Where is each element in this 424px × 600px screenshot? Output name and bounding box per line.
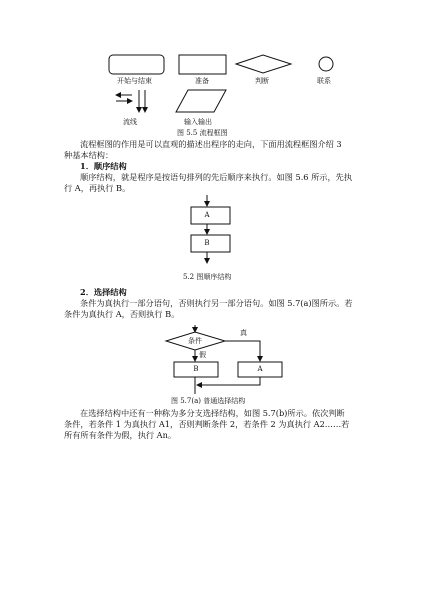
section1-text-line2: 行 A，再执行 B。 <box>64 183 131 193</box>
sequence-caption: 5.2 图顺序结构 <box>183 273 232 281</box>
sequence-box-b <box>191 235 230 252</box>
sequence-box-a <box>191 207 230 224</box>
flowline-label: 流线 <box>123 118 137 126</box>
flowline-symbol <box>116 90 145 112</box>
sequence-box-b-label: B <box>204 239 210 247</box>
para3-text-line3: 所有所有条件为假，执行 An。 <box>64 430 177 440</box>
true-branch-label: 真 <box>240 329 247 337</box>
section2-text-line2: 条件为真执行 A，否则执行 B。 <box>64 309 180 319</box>
selection-box-a-label: A <box>257 365 263 373</box>
condition-label: 条件 <box>188 337 202 345</box>
section2-text-line1: 条件为真执行一部分语句，否则执行另一部分语句。如图 5.7(a)图所示。若 <box>80 298 353 308</box>
connector-symbol <box>319 57 333 71</box>
para3-text-line1: 在选择结构中还有一种称为多分支选择结构，如图 5.7(b)所示。依次判断 <box>80 408 345 418</box>
io-symbol <box>176 90 226 112</box>
fig55-caption: 图 5.5 流程框图 <box>177 129 228 137</box>
decision-label: 判断 <box>255 77 269 85</box>
io-label: 输入输出 <box>184 118 212 126</box>
decision-symbol <box>236 55 291 73</box>
prepare-label: 准备 <box>195 77 209 85</box>
section1-text-line1: 顺序结构，就是程序是按语句排列的先后顺序来执行。如图 5.6 所示，先执 <box>80 172 353 182</box>
section1-heading: 1．顺序结构 <box>80 161 127 171</box>
intro-text-line2: 种基本结构： <box>64 150 114 160</box>
intro-text-line1: 流程框图的作用是可以直观的描述出程序的走向，下面用流程框图介绍 3 <box>80 139 342 149</box>
selection-box-b-label: B <box>193 365 199 373</box>
false-branch-label: 假 <box>199 351 206 359</box>
selection-figure <box>166 325 282 394</box>
start-end-label: 开始与结束 <box>117 77 152 85</box>
sequence-figure <box>191 195 230 263</box>
selection-caption: 图 5.7(a) 普通选择结构 <box>171 397 246 405</box>
section2-heading: 2．选择结构 <box>80 287 127 297</box>
para3-text-line2: 条件，若条件 1 为真执行 A1，否则判断条件 2，若条件 2 为真执行 A2……若 <box>64 419 350 429</box>
connector-label: 联系 <box>317 77 331 85</box>
sequence-box-a-label: A <box>204 211 210 219</box>
prepare-symbol <box>179 55 226 74</box>
start-end-symbol <box>109 55 164 74</box>
